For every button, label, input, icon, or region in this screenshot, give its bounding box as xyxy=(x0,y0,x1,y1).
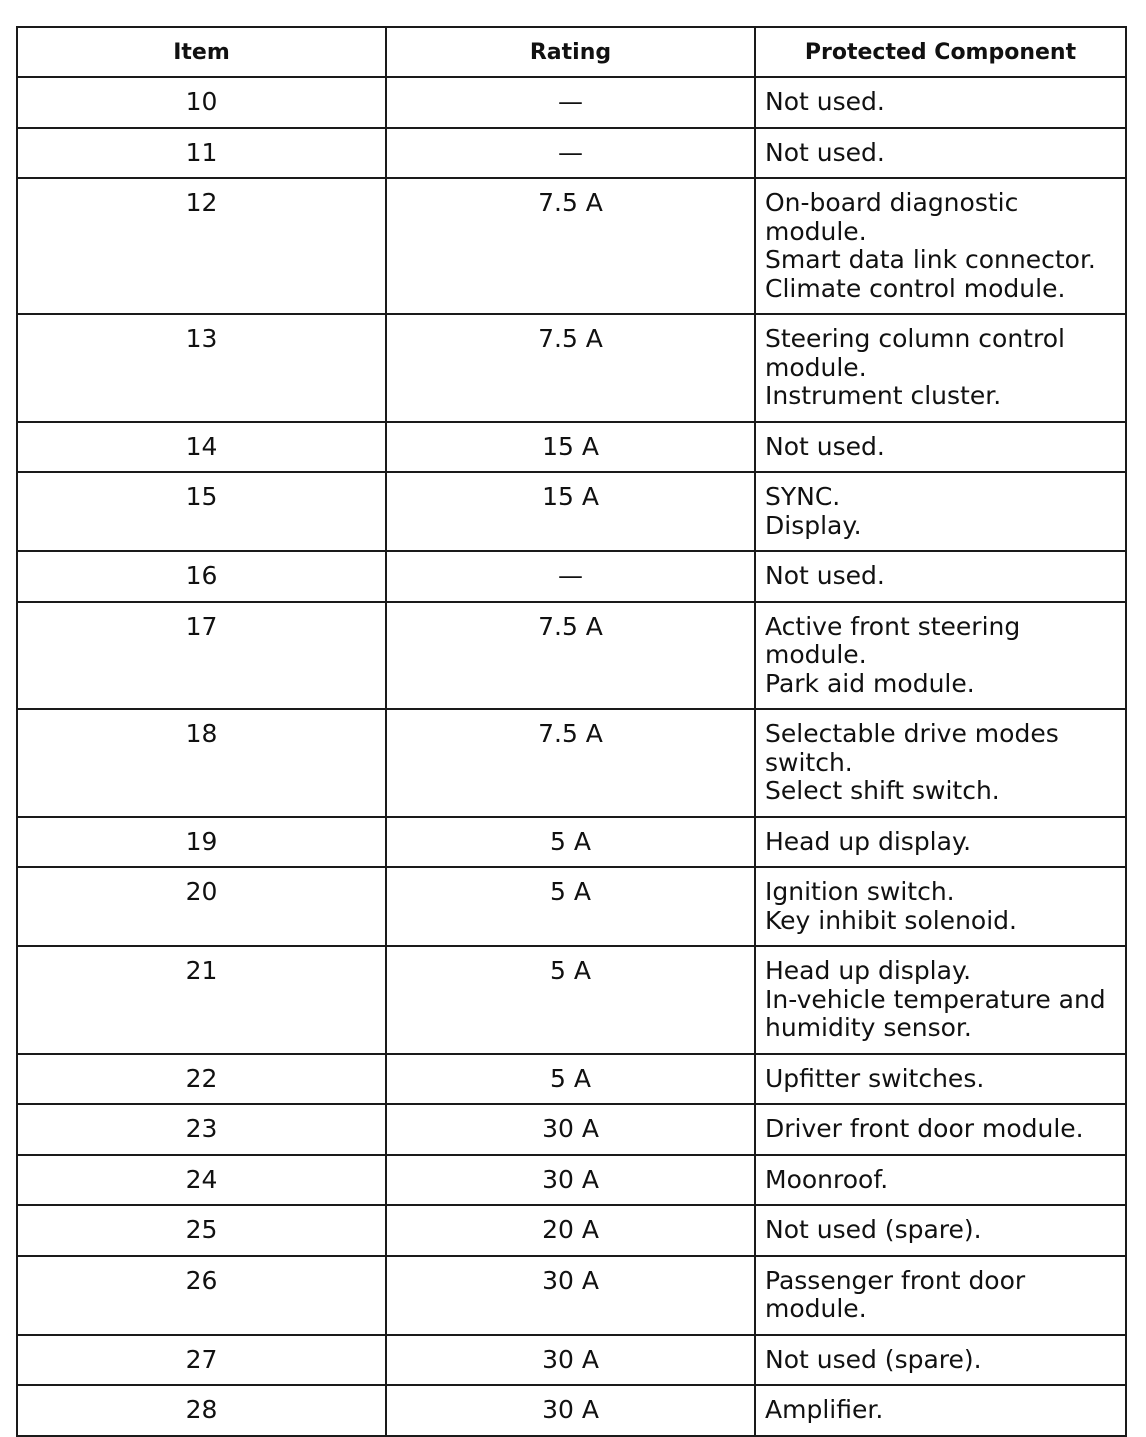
component-line: SYNC. xyxy=(765,482,841,511)
rating-cell: 5 A xyxy=(386,817,755,868)
rating-cell: — xyxy=(386,77,755,128)
protected-component-cell xyxy=(755,1385,1126,1436)
protected-component-cell xyxy=(755,1155,1126,1206)
component-line: Display. xyxy=(765,510,862,540)
fuse-table xyxy=(16,26,1127,1437)
rating-cell: 7.5 A xyxy=(386,709,755,817)
rating-cell: — xyxy=(386,128,755,179)
component-line: Ignition switch. xyxy=(765,877,955,906)
protected-component-cell xyxy=(755,946,1126,1054)
rating-cell: 15 A xyxy=(386,472,755,551)
table-row xyxy=(17,178,1126,314)
rating-cell: 20 A xyxy=(386,1205,755,1256)
item-cell: 24 xyxy=(17,1155,386,1206)
rating-cell: — xyxy=(386,551,755,602)
table-row xyxy=(17,867,1126,946)
table-row xyxy=(17,602,1126,710)
table-row xyxy=(17,422,1126,473)
rating-cell: 30 A xyxy=(386,1385,755,1436)
protected-component-cell xyxy=(755,817,1126,868)
item-cell: 21 xyxy=(17,946,386,1054)
component-line: Upfitter switches. xyxy=(765,1063,985,1093)
item-cell: 13 xyxy=(17,314,386,422)
item-cell: 17 xyxy=(17,602,386,710)
table-row xyxy=(17,946,1126,1054)
component-line: Driver front door module. xyxy=(765,1114,1084,1143)
protected-component-cell xyxy=(755,178,1126,314)
item-cell: 26 xyxy=(17,1256,386,1335)
item-cell: 22 xyxy=(17,1054,386,1105)
protected-component-cell xyxy=(755,709,1126,817)
protected-component-cell xyxy=(755,422,1126,473)
component-line: Not used. xyxy=(765,561,885,590)
component-line: Select shift switch. xyxy=(765,776,1000,805)
component-line: humidity sensor. xyxy=(765,1013,972,1042)
component-line: Selectable drive modes xyxy=(765,719,1059,748)
table-body xyxy=(17,77,1126,1436)
item-cell: 15 xyxy=(17,472,386,551)
protected-component-cell xyxy=(755,1205,1126,1256)
protected-component-cell xyxy=(755,867,1126,946)
component-line: Head up display. xyxy=(765,956,972,985)
table-row xyxy=(17,1104,1126,1155)
component-line: In-vehicle temperature and xyxy=(765,984,1106,1014)
table-row xyxy=(17,1256,1126,1335)
rating-cell: 7.5 A xyxy=(386,314,755,422)
header-protected-component: Protected Component xyxy=(755,27,1126,77)
table-row xyxy=(17,128,1126,179)
rating-cell: 15 A xyxy=(386,422,755,473)
component-line: module. xyxy=(765,352,867,382)
item-cell: 25 xyxy=(17,1205,386,1256)
component-line: Not used (spare). xyxy=(765,1215,982,1244)
table-row xyxy=(17,1054,1126,1105)
table-row xyxy=(17,817,1126,868)
component-line: Smart data link connector. xyxy=(765,245,1096,274)
component-line: switch. xyxy=(765,747,853,777)
rating-cell: 5 A xyxy=(386,867,755,946)
protected-component-cell xyxy=(755,1335,1126,1386)
component-line: On-board diagnostic xyxy=(765,188,1019,217)
component-line: Not used (spare). xyxy=(765,1344,982,1374)
protected-component-cell xyxy=(755,602,1126,710)
rating-cell: 30 A xyxy=(386,1256,755,1335)
table-row xyxy=(17,77,1126,128)
component-line: module. xyxy=(765,1294,867,1323)
table-row xyxy=(17,709,1126,817)
item-cell: 12 xyxy=(17,178,386,314)
protected-component-cell xyxy=(755,128,1126,179)
component-line: Moonroof. xyxy=(765,1164,889,1194)
item-cell: 18 xyxy=(17,709,386,817)
item-cell: 27 xyxy=(17,1335,386,1386)
table-row xyxy=(17,551,1126,602)
rating-cell: 7.5 A xyxy=(386,602,755,710)
table-row xyxy=(17,1205,1126,1256)
component-line: Not used. xyxy=(765,137,885,167)
component-line: Passenger front door xyxy=(765,1265,1026,1295)
component-line: Amplifier. xyxy=(765,1395,884,1424)
header-row xyxy=(17,27,1126,77)
table-header xyxy=(17,27,1126,77)
rating-cell: 5 A xyxy=(386,946,755,1054)
table-row xyxy=(17,472,1126,551)
item-cell: 11 xyxy=(17,128,386,179)
header-item: Item xyxy=(17,27,386,77)
component-line: Not used. xyxy=(765,87,885,116)
item-cell: 20 xyxy=(17,867,386,946)
rating-cell: 30 A xyxy=(386,1155,755,1206)
protected-component-cell xyxy=(755,1054,1126,1105)
component-line: Key inhibit solenoid. xyxy=(765,905,1017,935)
component-line: module. xyxy=(765,640,867,669)
item-cell: 10 xyxy=(17,77,386,128)
rating-cell: 30 A xyxy=(386,1104,755,1155)
table-row xyxy=(17,1385,1126,1436)
protected-component-cell xyxy=(755,1104,1126,1155)
item-cell: 16 xyxy=(17,551,386,602)
component-line: Not used. xyxy=(765,431,885,461)
item-cell: 28 xyxy=(17,1385,386,1436)
protected-component-cell xyxy=(755,314,1126,422)
component-line: Head up display. xyxy=(765,826,972,856)
table-row xyxy=(17,314,1126,422)
table-row xyxy=(17,1155,1126,1206)
component-line: Steering column control xyxy=(765,324,1065,353)
protected-component-cell xyxy=(755,551,1126,602)
header-rating: Rating xyxy=(386,27,755,77)
item-cell: 19 xyxy=(17,817,386,868)
protected-component-cell xyxy=(755,77,1126,128)
protected-component-cell xyxy=(755,472,1126,551)
protected-component-cell xyxy=(755,1256,1126,1335)
item-cell: 23 xyxy=(17,1104,386,1155)
item-cell: 14 xyxy=(17,422,386,473)
component-line: Park aid module. xyxy=(765,668,975,698)
rating-cell: 5 A xyxy=(386,1054,755,1105)
rating-cell: 7.5 A xyxy=(386,178,755,314)
component-line: Active front steering xyxy=(765,611,1021,641)
component-line: module. xyxy=(765,216,867,246)
table-row xyxy=(17,1335,1126,1386)
rating-cell: 30 A xyxy=(386,1335,755,1386)
component-line: Climate control module. xyxy=(765,273,1066,303)
component-line: Instrument cluster. xyxy=(765,381,1002,410)
